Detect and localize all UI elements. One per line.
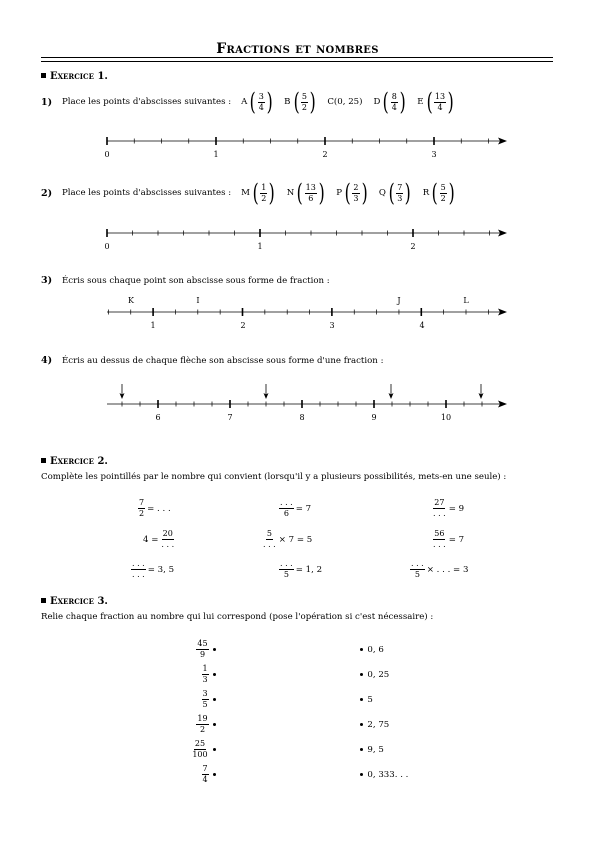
nl3-point-i: I (196, 296, 200, 305)
fraction-item: $\frac{45}{9}$ (160, 637, 220, 662)
number-item: 0, 333. . . (356, 762, 476, 787)
nl3-label-4: 4 (419, 321, 425, 330)
dot-icon (360, 723, 363, 726)
point-p: P ( $\frac{2}{3}$ ) (336, 179, 368, 207)
nl3-point-j: J (397, 296, 401, 305)
ex2-item-c3: $\frac{. . .}{5}$ × . . . = 3 (411, 559, 469, 579)
ex2-item-a1: $\frac{7}{2}$ = . . . (139, 498, 171, 518)
fraction-item: $\frac{1}{3}$ (160, 662, 220, 687)
fraction-item: $\frac{19}{2}$ (160, 712, 220, 737)
nl3-point-k: K (128, 296, 134, 305)
ex2-item-b1: $\frac{. . .}{6}$ = 7 (280, 498, 312, 518)
exercise3-instruction: Relie chaque fraction au nombre qui lui correspond (pose l'opération si c'est nécessaire) : (41, 612, 434, 622)
exercise1-heading (41, 71, 108, 82)
exercise2-instruction: Complète les pointillés par le nombre qui convient (lorsqu'il y a plusieurs possibilités, mets-en une seule) : (41, 472, 507, 482)
dot-icon (213, 773, 216, 776)
bullet-square-icon (41, 458, 46, 463)
q2-statement (41, 181, 466, 205)
nl3-label-2: 2 (240, 321, 246, 330)
q3-text: Écris sous chaque point son abscisse sous forme de fraction : (62, 275, 330, 286)
down-arrow-icon (264, 384, 269, 399)
q4-statement (41, 355, 383, 366)
q1-text: Place les points d'abscisses suivantes : (62, 97, 232, 107)
q1-number: 1) (41, 96, 53, 108)
nl4-label-9: 9 (371, 413, 377, 422)
q2-text: Place les points d'abscisses suivantes : (62, 188, 232, 198)
dot-icon (213, 648, 216, 651)
dot-icon (360, 748, 363, 751)
point-m: M ( $\frac{1}{2}$ ) (241, 179, 276, 207)
down-arrow-icon (389, 384, 394, 399)
page-title: Fractions et nombres (216, 41, 379, 57)
q4-number: 4) (41, 355, 53, 366)
point-a: A ( $\frac{3}{4}$ ) (241, 88, 273, 116)
nl4-label-7: 7 (227, 413, 233, 422)
q4-text: Écris au dessus de chaque flèche son abscisse sous forme d'une fraction : (62, 355, 384, 366)
nl3-label-1: 1 (150, 321, 156, 330)
bullet-square-icon (41, 598, 46, 603)
fractions-column (160, 637, 220, 787)
down-arrow-icon (479, 384, 484, 399)
nl1-label-2: 2 (322, 150, 328, 159)
point-r: R ( $\frac{5}{2}$ ) (422, 179, 455, 207)
point-c: C(0, 25) (327, 97, 363, 107)
nl1-label-1: 1 (213, 150, 219, 159)
point-d: D ( $\frac{8}{4}$ ) (373, 88, 406, 116)
bullet-square-icon (41, 73, 46, 78)
dot-icon (360, 698, 363, 701)
dot-icon (213, 673, 216, 676)
number-line-4 (95, 380, 515, 424)
q2-number: 2) (41, 187, 53, 199)
number-item: 5 (356, 687, 476, 712)
exercise1-title: Exercice 1. (50, 71, 108, 82)
down-arrow-icon (120, 384, 125, 399)
dot-icon (360, 648, 363, 651)
nl3-point-l: L (463, 296, 469, 305)
nl2-label-1: 1 (257, 242, 263, 251)
q1-statement (41, 90, 465, 114)
nl1-label-3: 3 (431, 150, 437, 159)
exercise3-heading (41, 596, 108, 607)
fraction-item: $\frac{7}{4}$ (160, 762, 220, 787)
q3-number: 3) (41, 275, 53, 286)
q3-statement (41, 275, 330, 286)
dot-icon (213, 723, 216, 726)
number-item: 0, 25 (356, 662, 476, 687)
nl4-label-6: 6 (155, 413, 161, 422)
point-e: E ( $\frac{13}{4}$ ) (417, 88, 454, 116)
exercise3-title: Exercice 3. (50, 596, 108, 607)
ex2-item-a2: 4 = $\frac{20}{. . .}$ (143, 529, 175, 549)
ex2-item-a3: $\frac{. . .}{. . .}$ = 3, 5 (132, 559, 175, 579)
nl4-label-10: 10 (440, 413, 452, 422)
exercise2-heading (41, 456, 108, 467)
point-q: Q ( $\frac{7}{3}$ ) (378, 179, 412, 207)
fraction-item: $\frac{25}{100}$ (160, 737, 220, 762)
number-line-2 (95, 222, 515, 254)
number-item: 0, 6 (356, 637, 476, 662)
nl1-label-0: 0 (104, 150, 110, 159)
number-line-1 (95, 130, 515, 162)
ex2-item-c1: $\frac{27}{. . .}$ = 9 (433, 498, 465, 518)
nl3-label-3: 3 (329, 321, 335, 330)
dot-icon (360, 773, 363, 776)
fraction-item: $\frac{3}{5}$ (160, 687, 220, 712)
title-rule-thin (41, 61, 553, 62)
ex2-item-b2: $\frac{5}{. . .}$ × 7 = 5 (263, 529, 313, 549)
ex2-item-c2: $\frac{56}{. . .}$ = 7 (433, 529, 465, 549)
nl4-label-8: 8 (299, 413, 305, 422)
exercise2-title: Exercice 2. (50, 456, 108, 467)
dot-icon (360, 673, 363, 676)
point-b: B ( $\frac{5}{2}$ ) (284, 88, 316, 116)
ex2-item-b3: $\frac{. . .}{5}$ = 1, 2 (280, 559, 323, 579)
number-line-3 (95, 292, 515, 336)
dot-icon (213, 698, 216, 701)
numbers-column (356, 637, 476, 787)
number-item: 2, 75 (356, 712, 476, 737)
title-rule (41, 57, 553, 58)
nl2-label-2: 2 (410, 242, 416, 251)
dot-icon (213, 748, 216, 751)
number-item: 9, 5 (356, 737, 476, 762)
nl2-label-0: 0 (104, 242, 110, 251)
point-n: N ( $\frac{13}{6}$ ) (286, 179, 325, 207)
